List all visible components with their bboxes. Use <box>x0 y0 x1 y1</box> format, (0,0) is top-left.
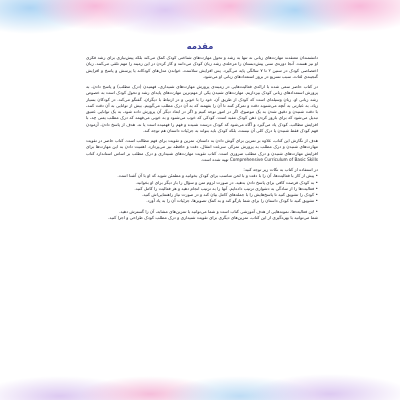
curriculum-reference: Comprehensive Curriculum of Basic Skills <box>229 157 318 163</box>
list-item: • فعالیت‌ها را از سادگی به دشواری ترتیب داده‌ایم. آنها را به ترتیب انجام دهید و هر فعالیت را کامل کنید. <box>134 186 318 192</box>
list-item: • تشویق کنید تا کودک داستان را برای شما بازگو کند و به کمک تصویرها، جزئیات آن را به یاد آورد. <box>146 199 318 205</box>
paragraph-writing-goal <box>86 139 318 164</box>
bottom-watercolor-decoration <box>0 350 400 400</box>
paragraph-intro: دانشمندان معتقدند مهارت‌های زبانی نه تنها به رشد و تحول مهارت‌های شناختی کودک کمک می‌کند بلکه پیش‌نیازی برای رشد فکری او نیز هست. آنجا دوره‌ی سنی پیش‌دبستان را مرحله‌ی رشد زبان کودک می‌دانند و کار کردن در این زمینه را مهم تلقی می‌کنند. زبان اختصاصی کودک در سنین ۲ تا ۷ سالگی پایه می‌گیرد. پس افزایش سلاست، خواندن مدل‌های کودکانه یا پرسش و پاسخ و افزایش گنجینه‌ی لغات، سبب تسریع در بروز استعدادهای زبانی او می‌شود. <box>86 56 318 80</box>
list-item: • به کودک فرصت کافی برای پاسخ دادن بدهید. در صورت لزوم متن و سؤال را بار دیگر برای او بخوانید. <box>135 180 318 186</box>
closing-note: • این فعالیت‌ها، نمونه‌هایی از هدف آموزشی کتاب است و شما می‌توانید با تمرین‌های مشابه، آن را گسترش دهید. <box>119 209 318 215</box>
list-item: • کودک را تشویق کنید تا پاسخ‌هایش را با جمله‌های کامل بیان کند و در صورت نیاز راهنمایی‌اش کنید. <box>141 193 318 198</box>
curriculum-reference-suffix: تهیه شده است. <box>200 157 230 163</box>
page-title: مقدمه <box>186 42 214 52</box>
paragraph-writing-goal-text: هدف از نگارش این کتاب، علاوه بر تمرین برای گوش دادن به داستان، تمرین و تقویت برای فهم مطالب است. کتاب حاضر در تقویت مهارت‌های شنیدن و درک مطلب به پرورش تمرکز، سرعت انتقال، دقت و حافظه نیز می‌پردازد. اهمیت دادن به این مهارت‌ها برای افزایش مهارت‌های شنیدن و درک مطلب ضروری است. کتاب تقویت مهارت‌های شنیداری و درک مطلب بر اساس استاندارد کتاب <box>86 139 318 157</box>
closing-note: شما می‌توانید با بهره‌گیری از این کتاب، تمرین‌های دیگری برای تقویت شنیداری و درک مطلب کودک طراحی و اجرا کنید. <box>108 215 318 221</box>
paragraph-book-goal: در کتاب حاضر سعی شده با ارائه‌ی فعالیت‌هایی در زمینه‌ی پرورش مهارت‌های شنیداری، فهمیدن (درک مطلب) و پاسخ دادن، به پرورش استعدادهای زبانی کودک بپردازیم. مهارت‌های شنیدن یکی از مهم‌ترین مهارت‌های پایه‌ای رشد و تحول کودک است به خصوص رشد زبانی او. زبان وسیله‌ای است که کودک از طریق آن، خود را با خوبی و در ارتباط با دیگران، گفتگو می‌کند. در کودکان بسیار زیاد، به عبارتی به آنچه می‌شنوند دقت و تمرکز کنند تا آن را بفهمند که به آن درک مطلب می‌گوییم. بیش از توانایی به آن دقت کنند، با دقت شنیدن و دقیق شدن به یک موضوع، اگر در امور توجه کنیم و اگر در ابعاد دیگر آن پرورش داده شود، به یک توانایی عمیق تبدیل می‌شود که برای بارور کردن ذهن کودک مفید است. کودکی که خوب می‌شنود و به خوبی می‌فهمد که درک مطلب یعنی چه، با افزایش مطالب، کودک یاد می‌گیرد و آگاه می‌شود که کودک درست شنیده و فهم را فهمیده است یا نه. هدف از پاسخ دادن، آزمودن فهم کودک فقط شنیدن یا درک کلی آن نیست، بلکه کودک باید بتواند به جزئیات داستان هم توجه کند. <box>86 85 318 134</box>
body-text <box>86 56 318 356</box>
usage-note-heading: در استفاده از کتاب به نکات زیر توجه کنید: <box>243 168 318 173</box>
list-item: • پیش از کار با فعالیت‌ها، آن را با دقت و با لحن مناسب برای کودک بخوانید و مطمئن شوید که او با آن آشنا است. <box>117 174 318 180</box>
